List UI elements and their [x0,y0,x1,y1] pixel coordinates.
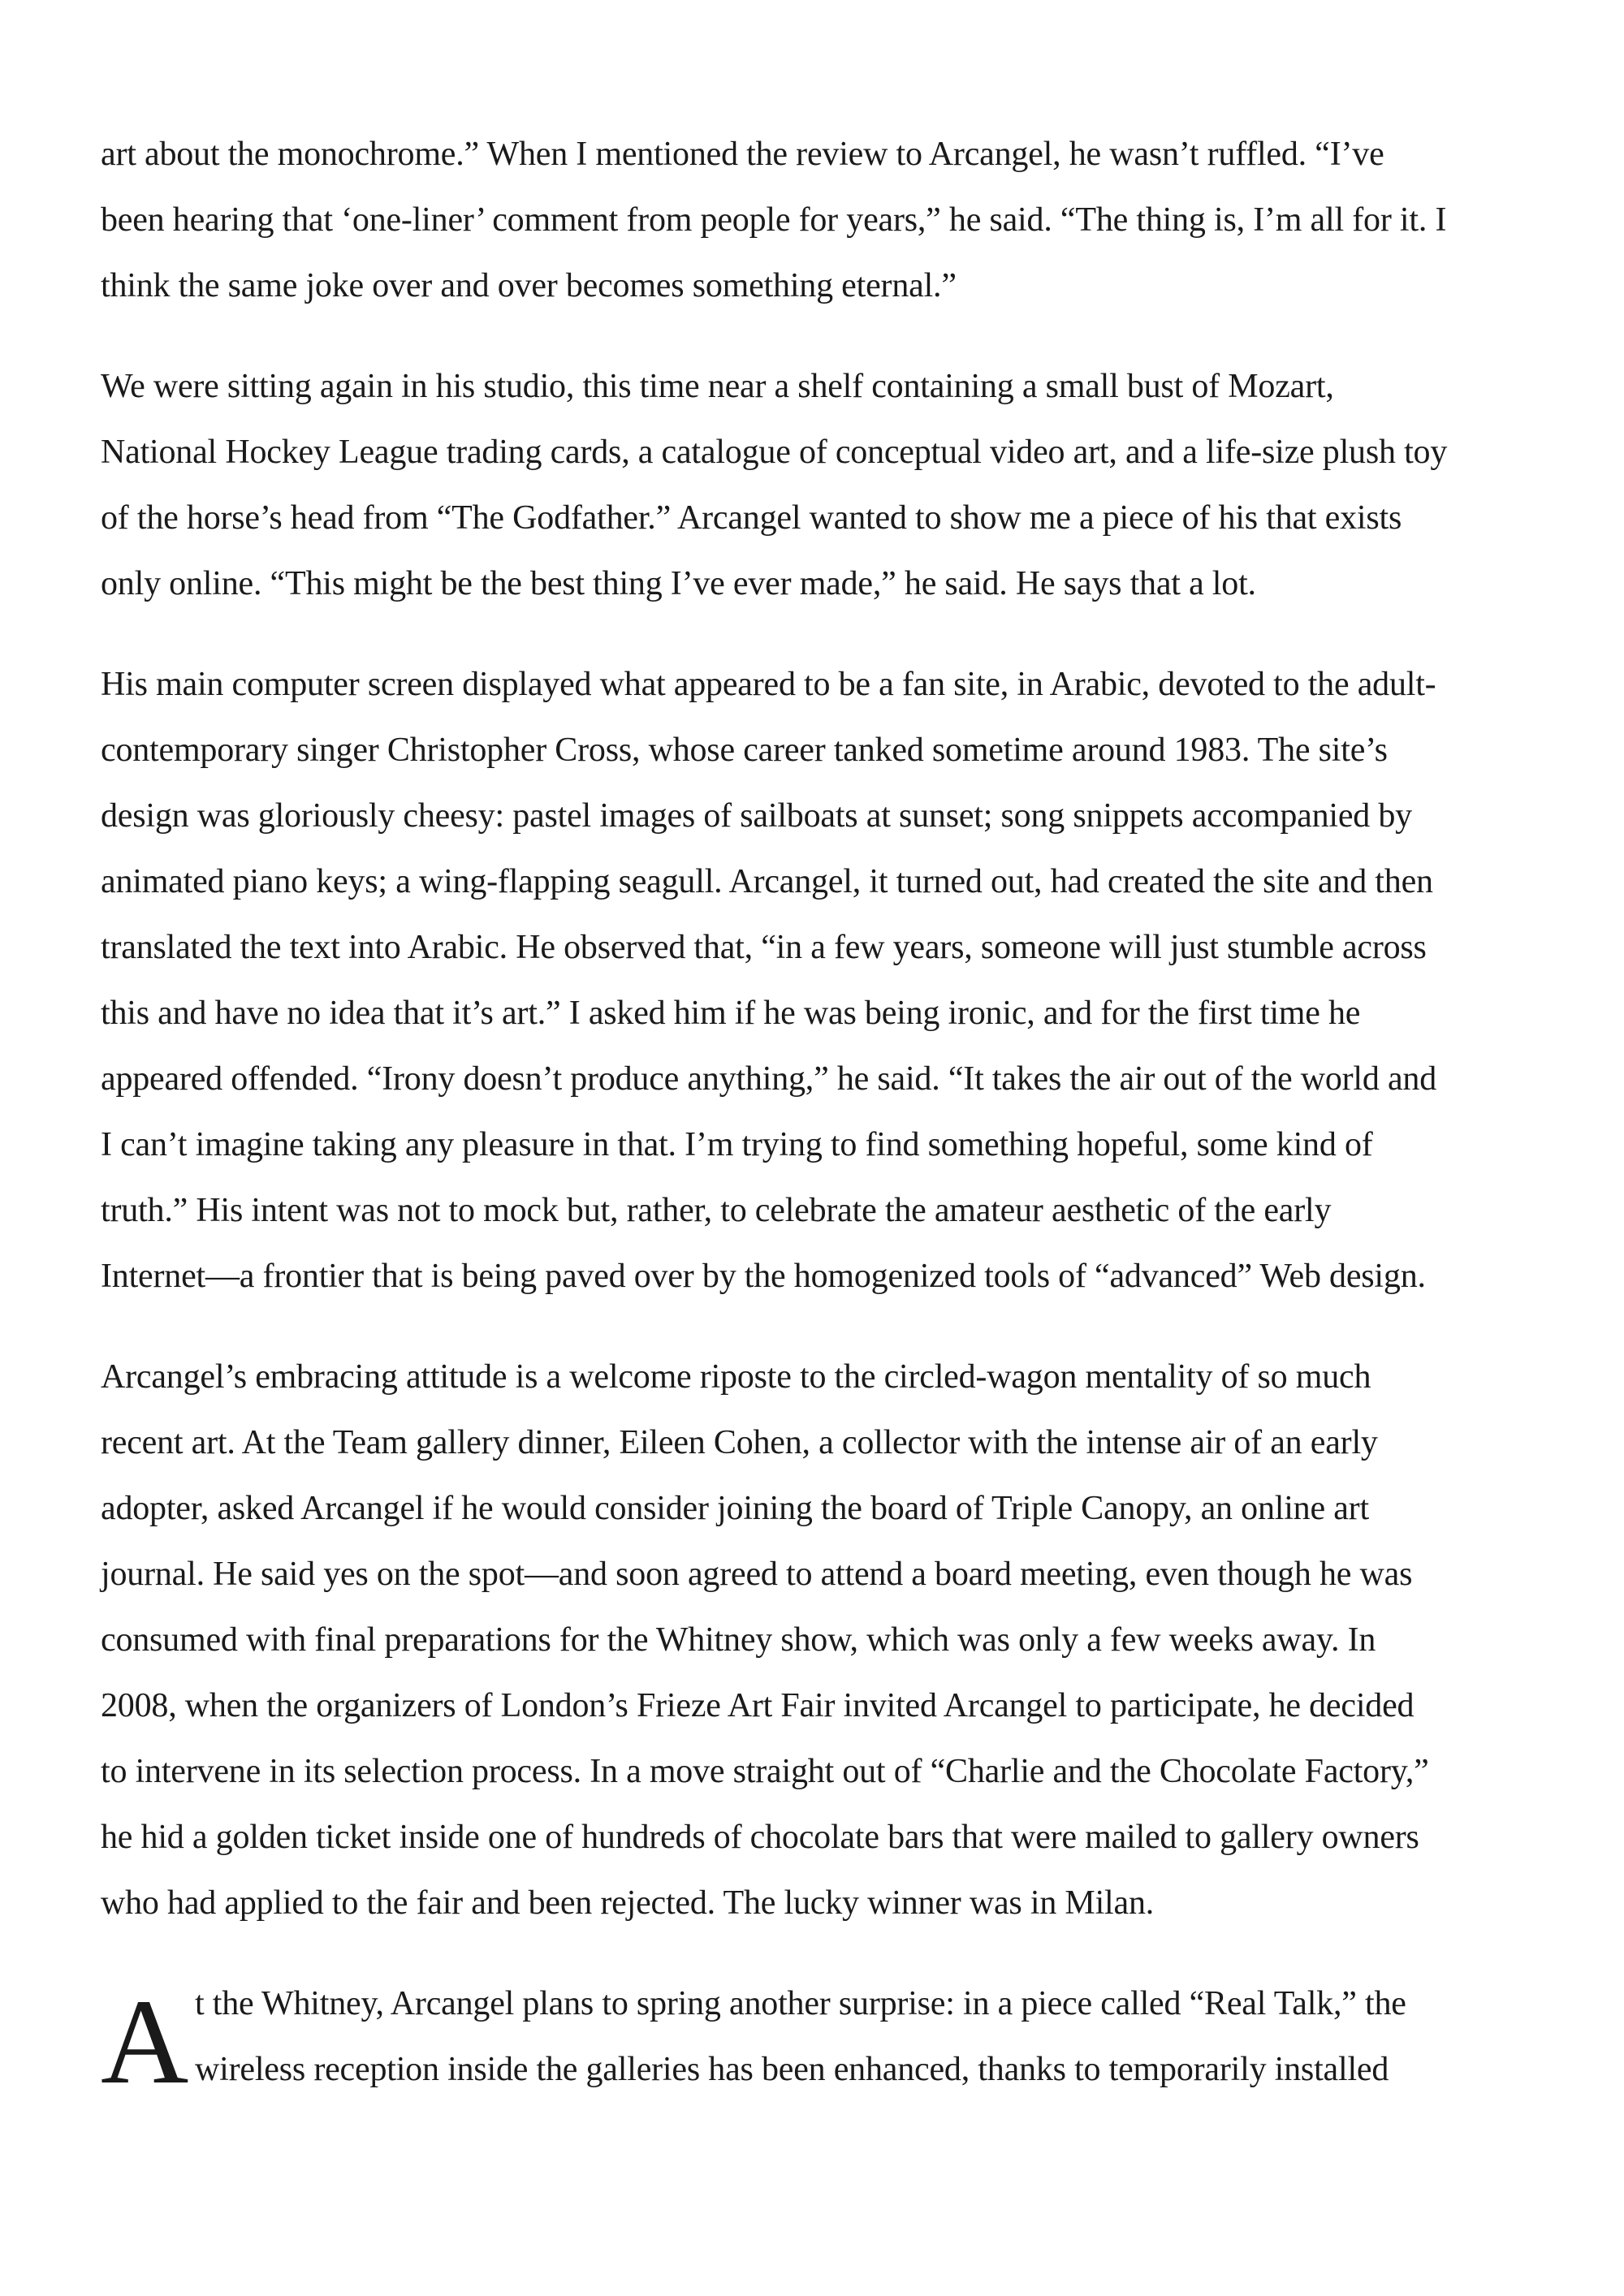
text-line: truth.” His intent was not to mock but, rather, to celebrate the amateur aesthetic of the early [101,1192,1332,1229]
text-line: consumed with final preparations for the Whitney show, which was only a few weeks away. In [101,1621,1376,1659]
paragraph-3 [101,652,1562,1310]
paragraph-1 [101,122,1562,319]
text-line: of the horse’s head from “The Godfather.” Arcangel wanted to show me a piece of his that exists [101,499,1402,537]
text-line: translated the text into Arabic. He observed that, “in a few years, someone will just stumble across [101,929,1427,966]
text-line: this and have no idea that it’s art.” I asked him if he was being ironic, and for the first time he [101,995,1361,1032]
text-line: think the same joke over and over becomes something eternal.” [101,267,957,304]
text-line: I can’t imagine taking any pleasure in that. I’m trying to find something hopeful, some kind of [101,1126,1373,1163]
text-line: animated piano keys; a wing-flapping seagull. Arcangel, it turned out, had created the site and then [101,863,1433,900]
text-line: recent art. At the Team gallery dinner, Eileen Cohen, a collector with the intense air of an early [101,1424,1378,1461]
text-line: design was gloriously cheesy: pastel images of sailboats at sunset; song snippets accompanied by [101,797,1412,835]
text-line: journal. He said yes on the spot—and soon agreed to attend a board meeting, even though he was [101,1556,1413,1593]
text-line: wireless reception inside the galleries has been enhanced, thanks to temporarily installed [195,2051,1389,2088]
text-line: His main computer screen displayed what appeared to be a fan site, in Arabic, devoted to the adult- [101,666,1436,703]
text-line: who had applied to the fair and been rejected. The lucky winner was in Milan. [101,1884,1155,1922]
text-line: only online. “This might be the best thing I’ve ever made,” he said. He says that a lot. [101,565,1256,602]
text-line: appeared offended. “Irony doesn’t produce anything,” he said. “It takes the air out of the world and [101,1060,1437,1098]
text-line: contemporary singer Christopher Cross, whose career tanked sometime around 1983. The site’s [101,732,1388,769]
text-line: adopter, asked Arcangel if he would consider joining the board of Triple Canopy, an online art [101,1490,1369,1527]
text-line: art about the monochrome.” When I mentioned the review to Arcangel, he wasn’t ruffled. “I’ve [101,136,1384,173]
text-line: National Hockey League trading cards, a catalogue of conceptual video art, and a life-size plush toy [101,434,1448,471]
text-line: We were sitting again in his studio, this time near a shelf containing a small bust of Mozart, [101,368,1334,405]
text-line: to intervene in its selection process. In a move straight out of “Charlie and the Chocolate Factory,” [101,1753,1429,1790]
text-line: t the Whitney, Arcangel plans to spring another surprise: in a piece called “Real Talk,” the [195,1985,1406,2022]
drop-cap: A [101,1974,189,2109]
paragraph-5-dropcap [101,1971,1562,2109]
text-line: 2008, when the organizers of London’s Frieze Art Fair invited Arcangel to participate, he decided [101,1687,1415,1724]
paragraph-2 [101,354,1562,617]
paragraph-4 [101,1344,1562,1936]
text-line: been hearing that ‘one-liner’ comment from people for years,” he said. “The thing is, I’m all for it. I [101,201,1447,239]
text-line: he hid a golden ticket inside one of hundreds of chocolate bars that were mailed to gallery owners [101,1819,1419,1856]
text-line: Arcangel’s embracing attitude is a welcome riposte to the circled-wagon mentality of so much [101,1358,1371,1396]
text-line: Internet—a frontier that is being paved over by the homogenized tools of “advanced” Web design. [101,1258,1426,1295]
